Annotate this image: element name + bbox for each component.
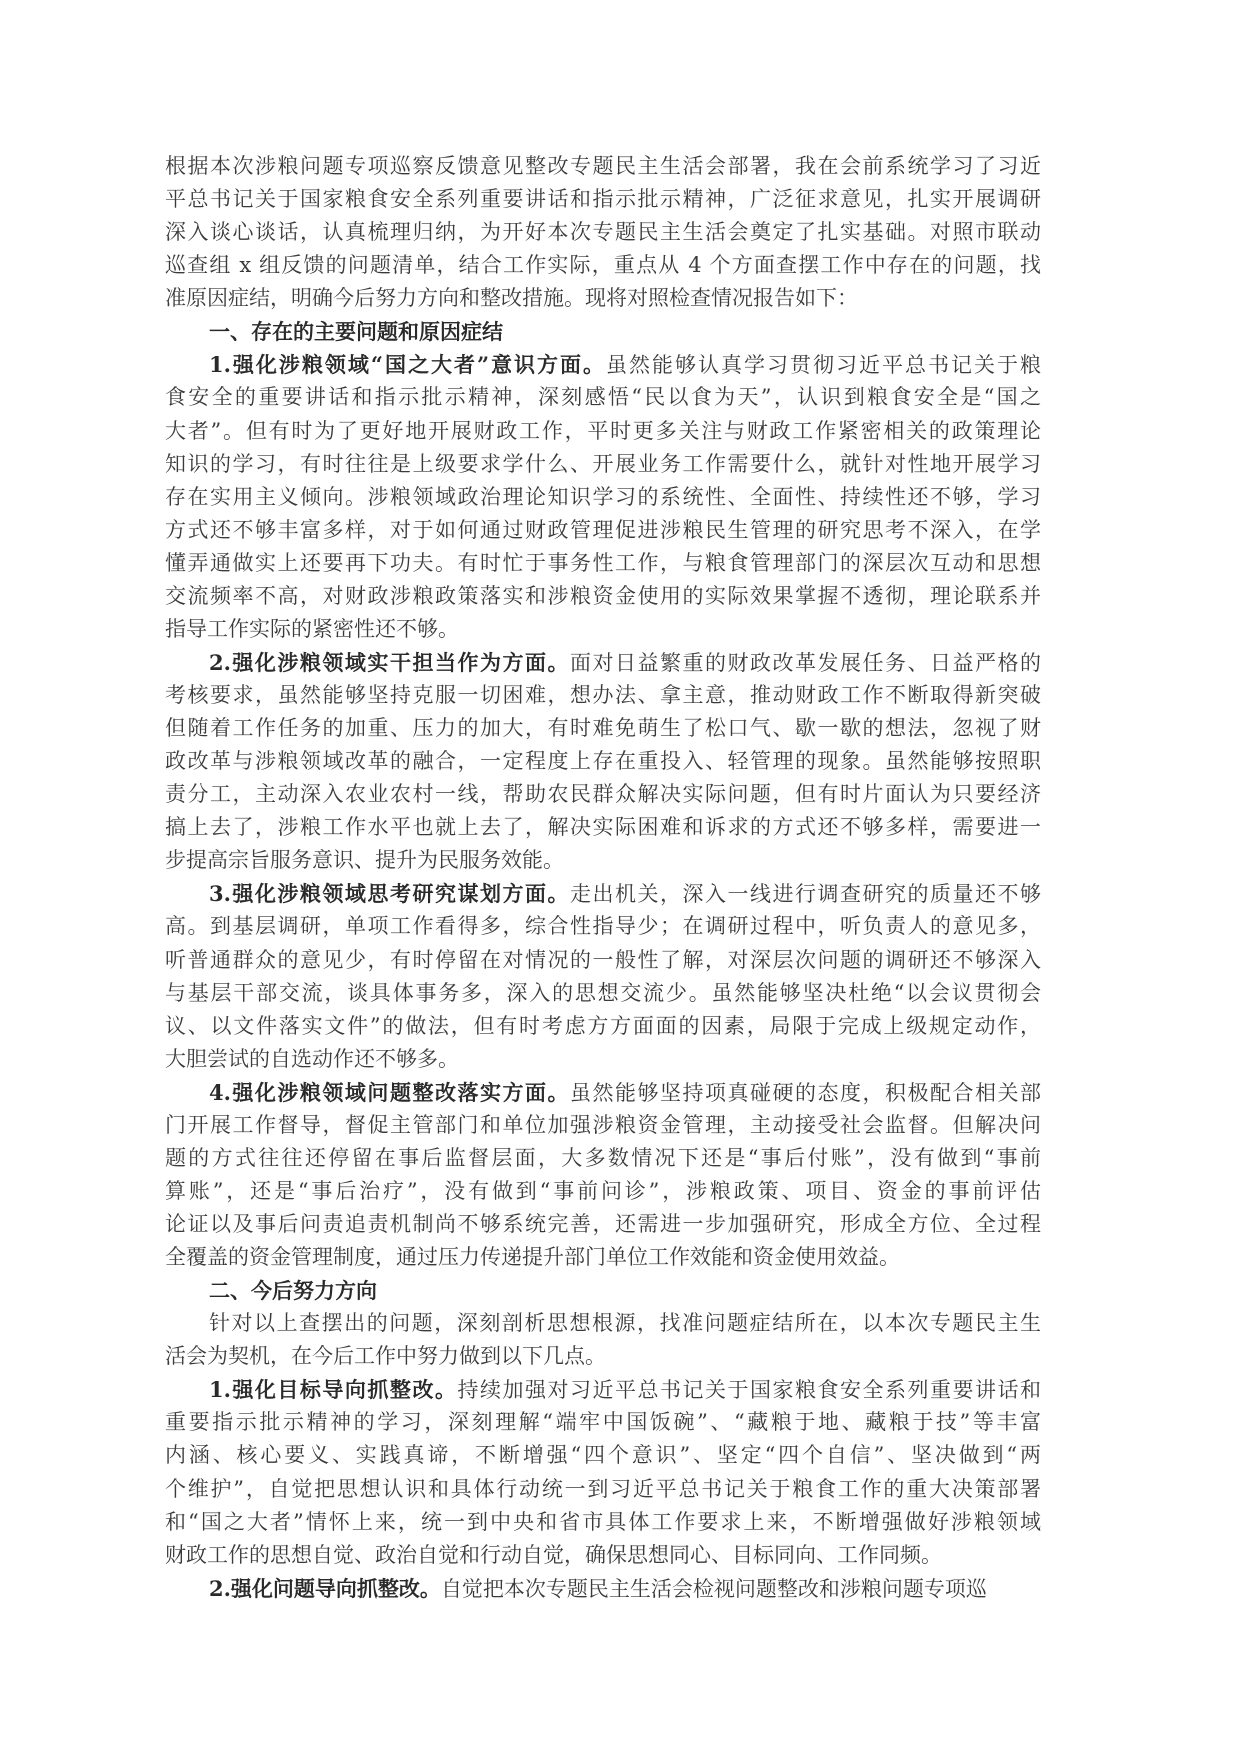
text-line [165, 381, 1041, 414]
body-text: 巡查组 x 组反馈的问题清单，结合工作实际，重点从 4 个方面查摆工作中存在的问题，找 [165, 253, 1041, 278]
text-line [165, 1010, 1041, 1043]
body-text: 交流频率不高，对财政涉粮政策落实和涉粮资金使用的实际效果掌握不透彻，理论联系并 [165, 583, 1041, 608]
body-text: 活会为契机，在今后工作中努力做到以下几点。 [165, 1344, 606, 1369]
paragraph [165, 1572, 1041, 1605]
text-line [165, 183, 1041, 216]
text-line [165, 1241, 1041, 1274]
body-text: 自觉把本次专题民主生活会检视问题整改和涉粮问题专项巡 [440, 1576, 987, 1601]
body-text: 持续加强对习近平总书记关于国家粮食安全系列重要讲话和 [457, 1378, 1041, 1403]
text-line [165, 844, 1041, 877]
body-text: 大胆尝试的自选动作还不够多。 [165, 1046, 459, 1071]
body-text: 食安全的重要讲话和指示批示精神，深刻感悟“民以食为天”，认识到粮食安全是“国之 [165, 385, 1041, 410]
paragraph [165, 348, 1041, 646]
heading-text: 二、今后努力方向 [209, 1278, 377, 1304]
body-text: 虽然能够认真学习贯彻习近平总书记关于粮 [606, 353, 1041, 378]
body-text: 知识的学习，有时往往是上级要求学什么、开展业务工作需要什么，就针对性地开展学习 [165, 451, 1041, 476]
text-line [165, 1439, 1041, 1472]
text-line [165, 1208, 1041, 1241]
text-line [165, 315, 1041, 348]
section-heading [165, 1274, 1041, 1307]
text-line [165, 1406, 1041, 1439]
item-title: 2.强化问题导向抓整改。 [209, 1575, 441, 1601]
body-text: 议、以文件落实文件”的做法，但有时考虑方方面面的因素，局限于完成上级规定动作， [165, 1013, 1041, 1038]
item-title: 2.强化涉粮领域实干担当作为方面。 [209, 649, 570, 675]
body-text: 深入谈心谈话，认真梳理归纳，为开好本次专题民主生活会奠定了扎实基础。对照市联动 [165, 220, 1041, 245]
text-line [165, 1109, 1041, 1142]
text-line [165, 811, 1041, 844]
text-line [165, 514, 1041, 547]
body-text: 论证以及事后问责追责机制尚不够系统完善，还需进一步加强研究，形成全方位、全过程 [165, 1212, 1041, 1236]
body-text: 虽然能够坚持项真碰硬的态度，积极配合相关部 [569, 1080, 1042, 1105]
body-text: 全覆盖的资金管理制度，通过压力传递提升部门单位工作效能和资金使用效益。 [165, 1245, 900, 1270]
text-line [165, 249, 1041, 282]
body-text: 步提高宗旨服务意识、提升为民服务效能。 [165, 848, 564, 873]
text-line [165, 216, 1041, 249]
text-line [165, 348, 1041, 381]
body-text: 根据本次涉粮问题专项巡察反馈意见整改专题民主生活会部署，我在会前系统学习了习近 [165, 154, 1041, 178]
text-line [165, 1274, 1041, 1307]
body-text: 大者”。但有时为了更好地开展财政工作，平时更多关注与财政工作紧密相关的政策理论 [165, 418, 1041, 443]
text-line [165, 1142, 1041, 1175]
body-text: 面对日益繁重的财政改革发展任务、日益严格的 [569, 650, 1042, 675]
text-line [165, 1307, 1041, 1340]
body-text: 针对以上查摆出的问题，深刻剖析思想根源，找准问题症结所在，以本次专题民主生 [209, 1311, 1041, 1336]
body-text: 指导工作实际的紧密性还不够。 [165, 616, 459, 641]
text-line [165, 877, 1041, 910]
text-line [165, 977, 1041, 1010]
text-line [165, 580, 1041, 613]
heading-text: 一、存在的主要问题和原因症结 [209, 319, 503, 345]
paragraph [165, 877, 1041, 1075]
text-line [165, 613, 1041, 646]
body-text: 听普通群众的意见少，有时停留在对情况的一般性了解，对深层次问题的调研还不够深入 [165, 947, 1041, 972]
item-title: 3.强化涉粮领域思考研究谋划方面。 [209, 881, 570, 907]
body-text: 走出机关，深入一线进行调查研究的质量还不够 [569, 882, 1042, 907]
paragraph [165, 1373, 1041, 1571]
item-title: 1.强化涉粮领域“国之大者”意识方面。 [209, 352, 607, 378]
document-body [165, 150, 1041, 1605]
body-text: 懂弄通做实上还要再下功夫。有时忙于事务性工作，与粮食管理部门的深层次互动和思想 [165, 550, 1041, 575]
body-text: 高。到基层调研，单项工作看得多，综合性指导少；在调研过程中，听负责人的意见多， [165, 914, 1041, 939]
body-text: 方式还不够丰富多样，对于如何通过财政管理促进涉粮民生管理的研究思考不深入，在学 [165, 517, 1041, 542]
text-line [165, 448, 1041, 481]
body-text: 考核要求，虽然能够坚持克服一切困难，想办法、拿主意，推动财政工作不断取得新突破 [165, 683, 1041, 707]
text-line [165, 1043, 1041, 1076]
text-line [165, 1572, 1041, 1605]
body-text: 个维护”，自觉把思想认识和具体行动统一到习近平总书记关于粮食工作的重大决策部署 [165, 1476, 1041, 1501]
body-text: 准原因症结，明确今后努力方向和整改措施。现将对照检查情况报告如下： [165, 286, 858, 311]
text-line [165, 1506, 1041, 1539]
text-line [165, 944, 1041, 977]
body-text: 和“国之大者”情怀上来，统一到中央和省市具体工作要求上来，不断增强做好涉粮领域 [165, 1509, 1041, 1534]
body-text: 存在实用主义倾向。涉粮领域政治理论知识学习的系统性、全面性、持续性还不够，学习 [165, 484, 1041, 509]
text-line [165, 1076, 1041, 1109]
paragraph [165, 646, 1041, 877]
text-line [165, 1473, 1041, 1506]
text-line [165, 646, 1041, 679]
paragraph [165, 1307, 1041, 1373]
body-text: 但随着工作任务的加重、压力的加大，有时难免萌生了松口气、歇一歇的想法，忽视了财 [165, 716, 1041, 741]
body-text: 算账”，还是“事后治疗”，没有做到“事前问诊”，涉粮政策、项目、资金的事前评估 [165, 1178, 1041, 1203]
body-text: 重要指示批示精神的学习，深刻理解“端牢中国饭碗”、“藏粮于地、藏粮于技”等丰富 [165, 1410, 1041, 1435]
body-text: 财政工作的思想自觉、政治自觉和行动自觉，确保思想同心、目标同向、工作同频。 [165, 1542, 942, 1567]
text-line [165, 150, 1041, 183]
paragraph [165, 1076, 1041, 1274]
text-line [165, 745, 1041, 778]
body-text: 内涵、核心要义、实践真谛，不断增强“四个意识”、坚定“四个自信”、坚决做到“两 [165, 1443, 1041, 1468]
item-title: 1.强化目标导向抓整改。 [209, 1377, 458, 1403]
text-line [165, 778, 1041, 811]
body-text: 责分工，主动深入农业农村一线，帮助农民群众解决实际问题，但有时片面认为只要经济 [165, 782, 1041, 807]
text-line [165, 910, 1041, 943]
paragraph [165, 150, 1041, 315]
body-text: 政改革与涉粮领域改革的融合，一定程度上存在重投入、轻管理的现象。虽然能够按照职 [165, 749, 1041, 774]
section-heading [165, 315, 1041, 348]
text-line [165, 1539, 1041, 1572]
body-text: 与基层干部交流，谈具体事务多，深入的思想交流少。虽然能够坚决杜绝“以会议贯彻会 [165, 980, 1041, 1005]
body-text: 搞上去了，涉粮工作水平也就上去了，解决实际困难和诉求的方式还不够多样，需要进一 [165, 815, 1041, 840]
body-text: 平总书记关于国家粮食安全系列重要讲话和指示批示精神，广泛征求意见，扎实开展调研 [165, 187, 1041, 212]
item-title: 4.强化涉粮领域问题整改落实方面。 [209, 1079, 570, 1105]
text-line [165, 415, 1041, 448]
text-line [165, 1340, 1041, 1373]
body-text: 题的方式往往还停留在事后监督层面，大多数情况下还是“事后付账”，没有做到“事前 [165, 1145, 1041, 1170]
body-text: 门开展工作督导，督促主管部门和单位加强涉粮资金管理，主动接受社会监督。但解决问 [165, 1112, 1041, 1137]
text-line [165, 547, 1041, 580]
text-line [165, 679, 1041, 712]
text-line [165, 712, 1041, 745]
text-line [165, 282, 1041, 315]
text-line [165, 1175, 1041, 1208]
text-line [165, 481, 1041, 514]
text-line [165, 1373, 1041, 1406]
